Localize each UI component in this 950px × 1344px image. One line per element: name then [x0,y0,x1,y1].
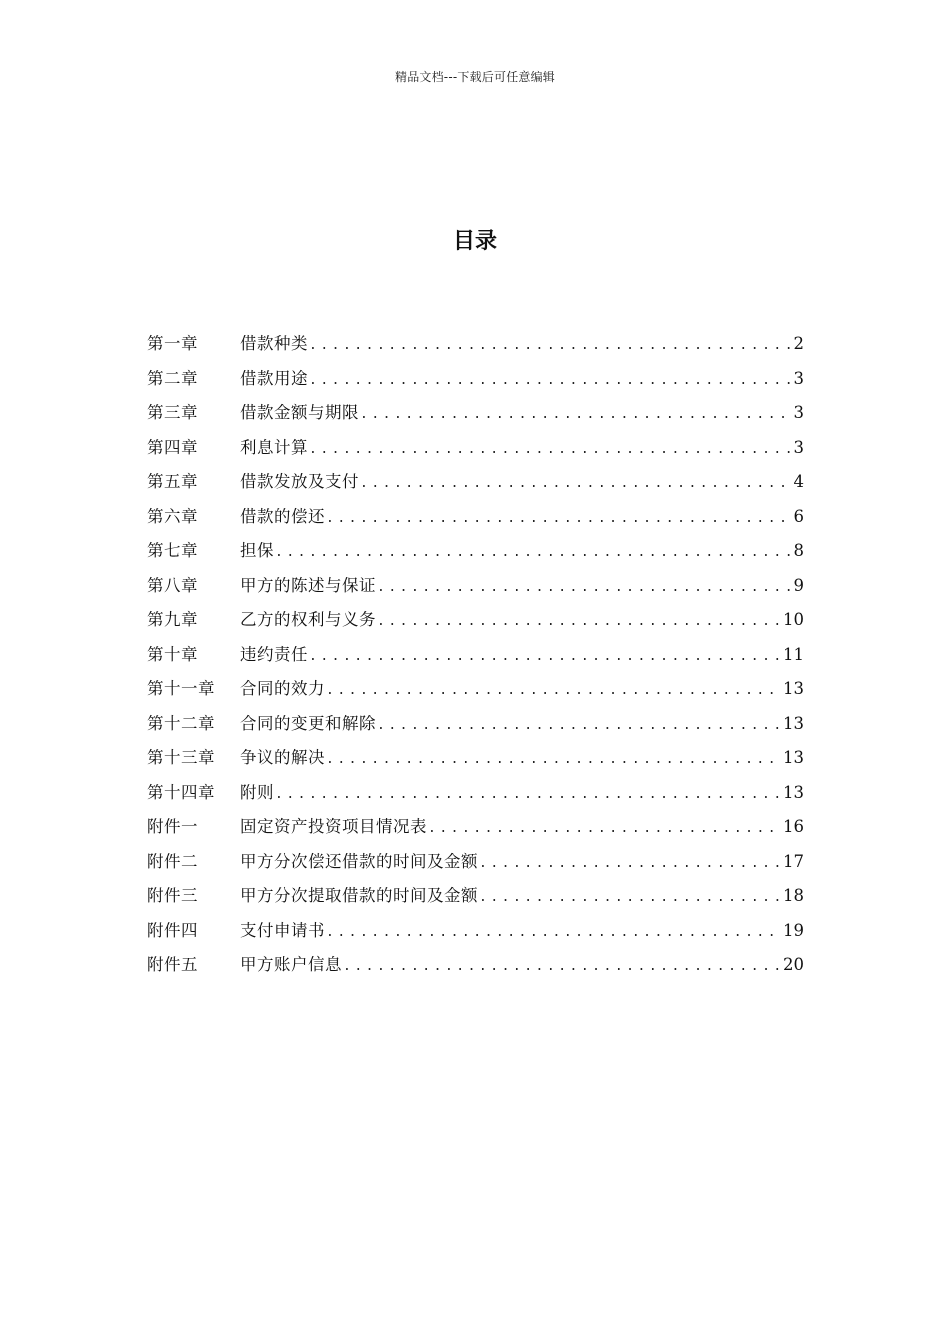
toc-entry[interactable] [147,505,804,540]
toc-page-number: 11 [783,644,804,664]
toc-chapter-title: 甲方分次偿还借款的时间及金额 [240,851,478,871]
toc-title: 目录 [452,229,497,254]
toc-page-number: 3 [793,368,804,388]
toc-dot-leader [326,679,782,703]
toc-chapter-title: 甲方账户信息 [240,955,342,974]
toc-chapter-title: 借款种类 [240,334,308,353]
toc-chapter-title: 担保 [240,541,274,560]
toc-entry[interactable] [147,677,804,712]
toc-dot-leader [326,507,793,531]
table-of-contents [147,332,804,988]
toc-chapter-number: 第六章 [147,506,198,526]
toc-dot-leader [360,403,793,427]
toc-chapter-title: 支付申请书 [240,920,325,940]
toc-dot-leader [360,472,793,496]
toc-chapter-number: 附件五 [147,955,198,974]
toc-chapter-number: 第一章 [147,334,198,353]
toc-page-number: 18 [783,886,804,905]
toc-entry[interactable] [147,781,804,816]
toc-chapter-number: 附件二 [147,851,198,871]
toc-chapter-title: 借款用途 [240,368,308,388]
toc-chapter-title: 争议的解决 [240,748,325,767]
toc-chapter-number: 第十二章 [147,713,215,733]
toc-chapter-number: 附件三 [147,886,198,905]
toc-dot-leader [479,886,782,910]
toc-page-number: 20 [783,955,804,974]
toc-dot-leader [326,921,782,945]
toc-chapter-number: 第七章 [147,541,198,560]
toc-chapter-title: 甲方的陈述与保证 [240,575,376,595]
toc-chapter-title: 合同的效力 [240,679,325,698]
toc-chapter-title: 借款金额与期限 [240,403,359,422]
toc-page-number: 9 [793,575,804,595]
toc-chapter-number: 第十一章 [147,679,215,698]
toc-chapter-number: 第五章 [147,472,198,491]
toc-page-number: 3 [793,403,804,422]
toc-page-number: 6 [793,506,804,526]
toc-entry[interactable] [147,574,804,609]
toc-chapter-title: 借款的偿还 [240,506,325,526]
toc-entry[interactable] [147,746,804,781]
toc-chapter-number: 第十章 [147,644,198,664]
toc-chapter-number: 第二章 [147,368,198,388]
toc-dot-leader [309,645,782,669]
toc-dot-leader [377,610,782,634]
toc-chapter-number: 第九章 [147,610,198,629]
toc-dot-leader [428,817,782,841]
toc-entry[interactable] [147,401,804,436]
toc-page-number: 16 [783,817,804,836]
toc-chapter-title: 借款发放及支付 [240,472,359,491]
toc-entry[interactable] [147,470,804,505]
toc-dot-leader [275,541,793,565]
toc-page-number: 2 [793,334,804,353]
toc-page-number: 13 [783,713,804,733]
toc-chapter-number: 附件四 [147,920,198,940]
toc-dot-leader [326,748,782,772]
toc-chapter-title: 附则 [240,782,274,802]
toc-chapter-number: 第八章 [147,575,198,595]
toc-dot-leader [343,955,782,979]
toc-dot-leader [309,334,793,358]
toc-dot-leader [479,852,782,876]
toc-entry[interactable] [147,436,804,471]
toc-page-number: 13 [783,679,804,698]
toc-entry[interactable] [147,608,804,643]
toc-chapter-number: 第四章 [147,437,198,457]
toc-chapter-title: 利息计算 [240,437,308,457]
toc-chapter-number: 附件一 [147,817,198,836]
toc-entry[interactable] [147,953,804,988]
toc-dot-leader [275,783,782,807]
toc-chapter-title: 甲方分次提取借款的时间及金额 [240,886,478,905]
toc-chapter-number: 第三章 [147,403,198,422]
document-header-note: 精品文档---下载后可任意编辑 [395,70,555,84]
toc-page-number: 10 [783,610,804,629]
toc-dot-leader [309,438,793,462]
toc-page-number: 3 [793,437,804,457]
toc-entry[interactable] [147,367,804,402]
toc-dot-leader [377,714,782,738]
toc-entry[interactable] [147,332,804,367]
toc-page-number: 19 [783,920,804,940]
toc-dot-leader [309,369,793,393]
toc-dot-leader [377,576,793,600]
toc-entry[interactable] [147,919,804,954]
toc-page-number: 4 [793,472,804,491]
toc-page-number: 13 [783,748,804,767]
toc-chapter-title: 固定资产投资项目情况表 [240,817,427,836]
toc-entry[interactable] [147,539,804,574]
toc-page-number: 13 [783,782,804,802]
toc-chapter-title: 合同的变更和解除 [240,713,376,733]
toc-chapter-title: 违约责任 [240,644,308,664]
toc-entry[interactable] [147,815,804,850]
toc-chapter-title: 乙方的权利与义务 [240,610,376,629]
toc-chapter-number: 第十四章 [147,782,215,802]
toc-chapter-number: 第十三章 [147,748,215,767]
toc-entry[interactable] [147,712,804,747]
toc-entry[interactable] [147,643,804,678]
toc-page-number: 17 [783,851,804,871]
toc-page-number: 8 [793,541,804,560]
toc-entry[interactable] [147,850,804,885]
toc-entry[interactable] [147,884,804,919]
